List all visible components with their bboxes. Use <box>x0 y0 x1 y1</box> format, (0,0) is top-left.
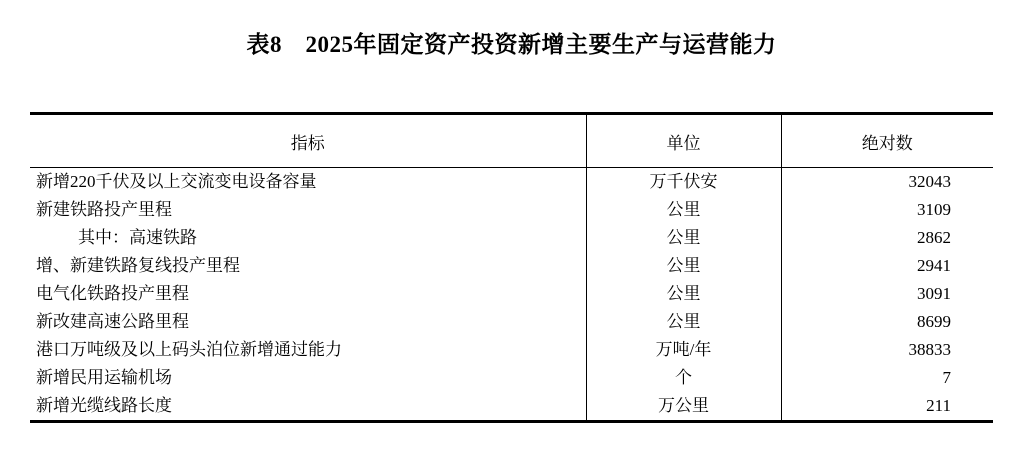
unit-cell: 万吨/年 <box>586 336 781 364</box>
value-cell: 8699 <box>781 308 993 336</box>
indicator-cell: 新改建高速公路里程 <box>36 312 189 331</box>
unit-cell: 万千伏安 <box>586 168 781 197</box>
unit-cell: 公里 <box>586 224 781 252</box>
unit-cell: 万公里 <box>586 392 781 422</box>
value-cell: 3109 <box>781 196 993 224</box>
table-row <box>30 168 993 197</box>
table-row <box>30 392 993 422</box>
table-body <box>30 168 993 422</box>
indicator-cell: 电气化铁路投产里程 <box>36 284 189 303</box>
table-row <box>30 252 993 280</box>
indicator-cell: 新增光缆线路长度 <box>36 396 172 415</box>
table-row <box>30 364 993 392</box>
indicator-cell: 其中：高速铁路 <box>78 228 197 247</box>
indicator-cell: 新增220千伏及以上交流变电设备容量 <box>36 172 317 191</box>
table-row <box>30 336 993 364</box>
indicator-cell: 新增民用运输机场 <box>36 368 172 387</box>
indicator-cell: 增、新建铁路复线投产里程 <box>36 256 240 275</box>
unit-cell: 公里 <box>586 308 781 336</box>
value-cell: 2941 <box>781 252 993 280</box>
value-cell: 2862 <box>781 224 993 252</box>
table-row <box>30 280 993 308</box>
unit-cell: 公里 <box>586 196 781 224</box>
table-row <box>30 196 993 224</box>
value-cell: 7 <box>781 364 993 392</box>
unit-cell: 公里 <box>586 280 781 308</box>
header-row <box>30 114 993 168</box>
value-cell: 38833 <box>781 336 993 364</box>
table-row <box>30 224 993 252</box>
indicator-cell: 新建铁路投产里程 <box>36 200 172 219</box>
value-cell: 211 <box>781 392 993 422</box>
header-value: 绝对数 <box>781 114 993 168</box>
value-cell: 3091 <box>781 280 993 308</box>
table-row <box>30 308 993 336</box>
statistics-table <box>30 112 993 423</box>
header-unit: 单位 <box>586 114 781 168</box>
header-indicator: 指标 <box>30 114 586 168</box>
unit-cell: 个 <box>586 364 781 392</box>
table-title: 表8 2025年固定资产投资新增主要生产与运营能力 <box>246 32 777 57</box>
value-cell: 32043 <box>781 168 993 197</box>
indicator-cell: 港口万吨级及以上码头泊位新增通过能力 <box>36 340 342 359</box>
unit-cell: 公里 <box>586 252 781 280</box>
